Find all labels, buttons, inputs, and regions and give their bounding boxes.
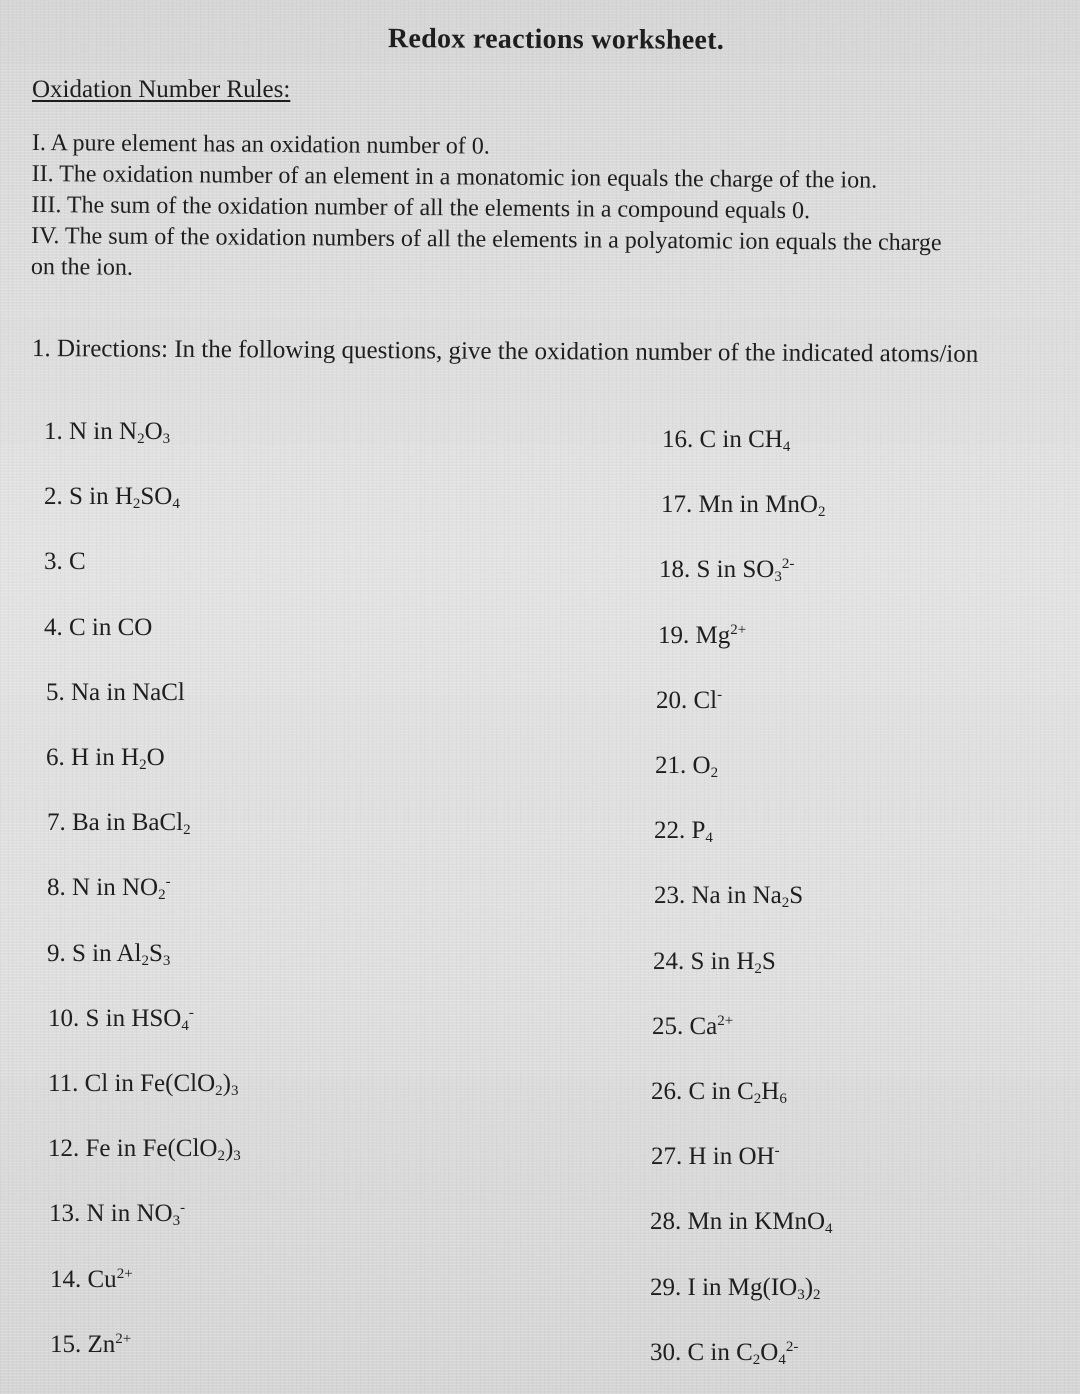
question-item: 24. S in $H_2S$ bbox=[653, 948, 776, 977]
question-item: 25. $Ca^{2+}$ bbox=[652, 1013, 734, 1040]
question-item: 20. Cl- bbox=[656, 687, 723, 714]
question-item: 8. N in $NO_2^-$ bbox=[47, 874, 171, 903]
question-item: 21. $O_2$ bbox=[655, 752, 719, 781]
question-item: 22. $P_4$ bbox=[654, 817, 713, 846]
question-item: 10. S in $HSO_4^-$ bbox=[48, 1005, 194, 1034]
question-item: 15. $Zn^{2+}$ bbox=[50, 1331, 132, 1358]
rule-2: II. The oxidation number of an element in a monatomic ion equals the charge of the ion. bbox=[31, 160, 878, 194]
question-item: 18. S in $SO_3^{2-}$ bbox=[659, 556, 795, 585]
question-item: 12. Fe in $Fe(ClO_2)_3$ bbox=[48, 1135, 241, 1164]
question-item: 26. C in $C_2H_6$ bbox=[651, 1078, 787, 1107]
question-item: 19. $Mg^{2+}$ bbox=[658, 622, 747, 649]
question-item: 5. Na in NaCl bbox=[46, 679, 185, 706]
rule-1: I. A pure element has an oxidation number of 0. bbox=[31, 129, 490, 160]
rule-4-continuation: on the ion. bbox=[30, 253, 134, 281]
directions: 1. Directions: In the following questions, give the oxidation number of the indicated atoms/ion bbox=[31, 335, 979, 368]
question-item: 2. S in $H_2SO_4$ bbox=[44, 483, 180, 512]
question-item: 13. N in $NO_3^-$ bbox=[49, 1200, 186, 1229]
rules-heading: Oxidation Number Rules: bbox=[32, 76, 291, 103]
rule-4: IV. The sum of the oxidation numbers of all the elements in a polyatomic ion equals the charge bbox=[31, 222, 942, 257]
question-item: 9. S in $Al_2S_3$ bbox=[47, 940, 171, 969]
question-item: 1. N in $N_2O_3$ bbox=[44, 418, 171, 447]
page-title: Redox reactions worksheet. bbox=[387, 23, 725, 56]
question-item: 11. Cl in $Fe(ClO_2)_3$ bbox=[48, 1070, 239, 1099]
question-item: 29. I in $Mg(IO_3)_2$ bbox=[650, 1274, 821, 1303]
question-item: 28. Mn in KMnO$_4$ bbox=[650, 1208, 833, 1237]
question-item: 4. C in CO bbox=[44, 614, 153, 641]
question-item: 23. Na in $Na_2S$ bbox=[654, 882, 804, 911]
question-item: 16. C in $CH_4$ bbox=[662, 426, 791, 455]
question-item: 30. C in $C_2O_4^{2-}$ bbox=[650, 1339, 799, 1368]
question-item: 27. H in OH- bbox=[651, 1143, 780, 1170]
question-item: 3. C bbox=[44, 548, 86, 575]
question-item: 7. Ba in BaCl$_2$ bbox=[47, 809, 191, 838]
question-item: 6. H in $H_2O$ bbox=[46, 744, 165, 773]
rule-3: III. The sum of the oxidation number of all the elements in a compound equals 0. bbox=[31, 191, 811, 225]
question-item: 14. $Cu^{2+}$ bbox=[50, 1266, 133, 1293]
question-item: 17. Mn in MnO$_2$ bbox=[661, 491, 826, 520]
rules-list bbox=[31, 128, 1062, 291]
